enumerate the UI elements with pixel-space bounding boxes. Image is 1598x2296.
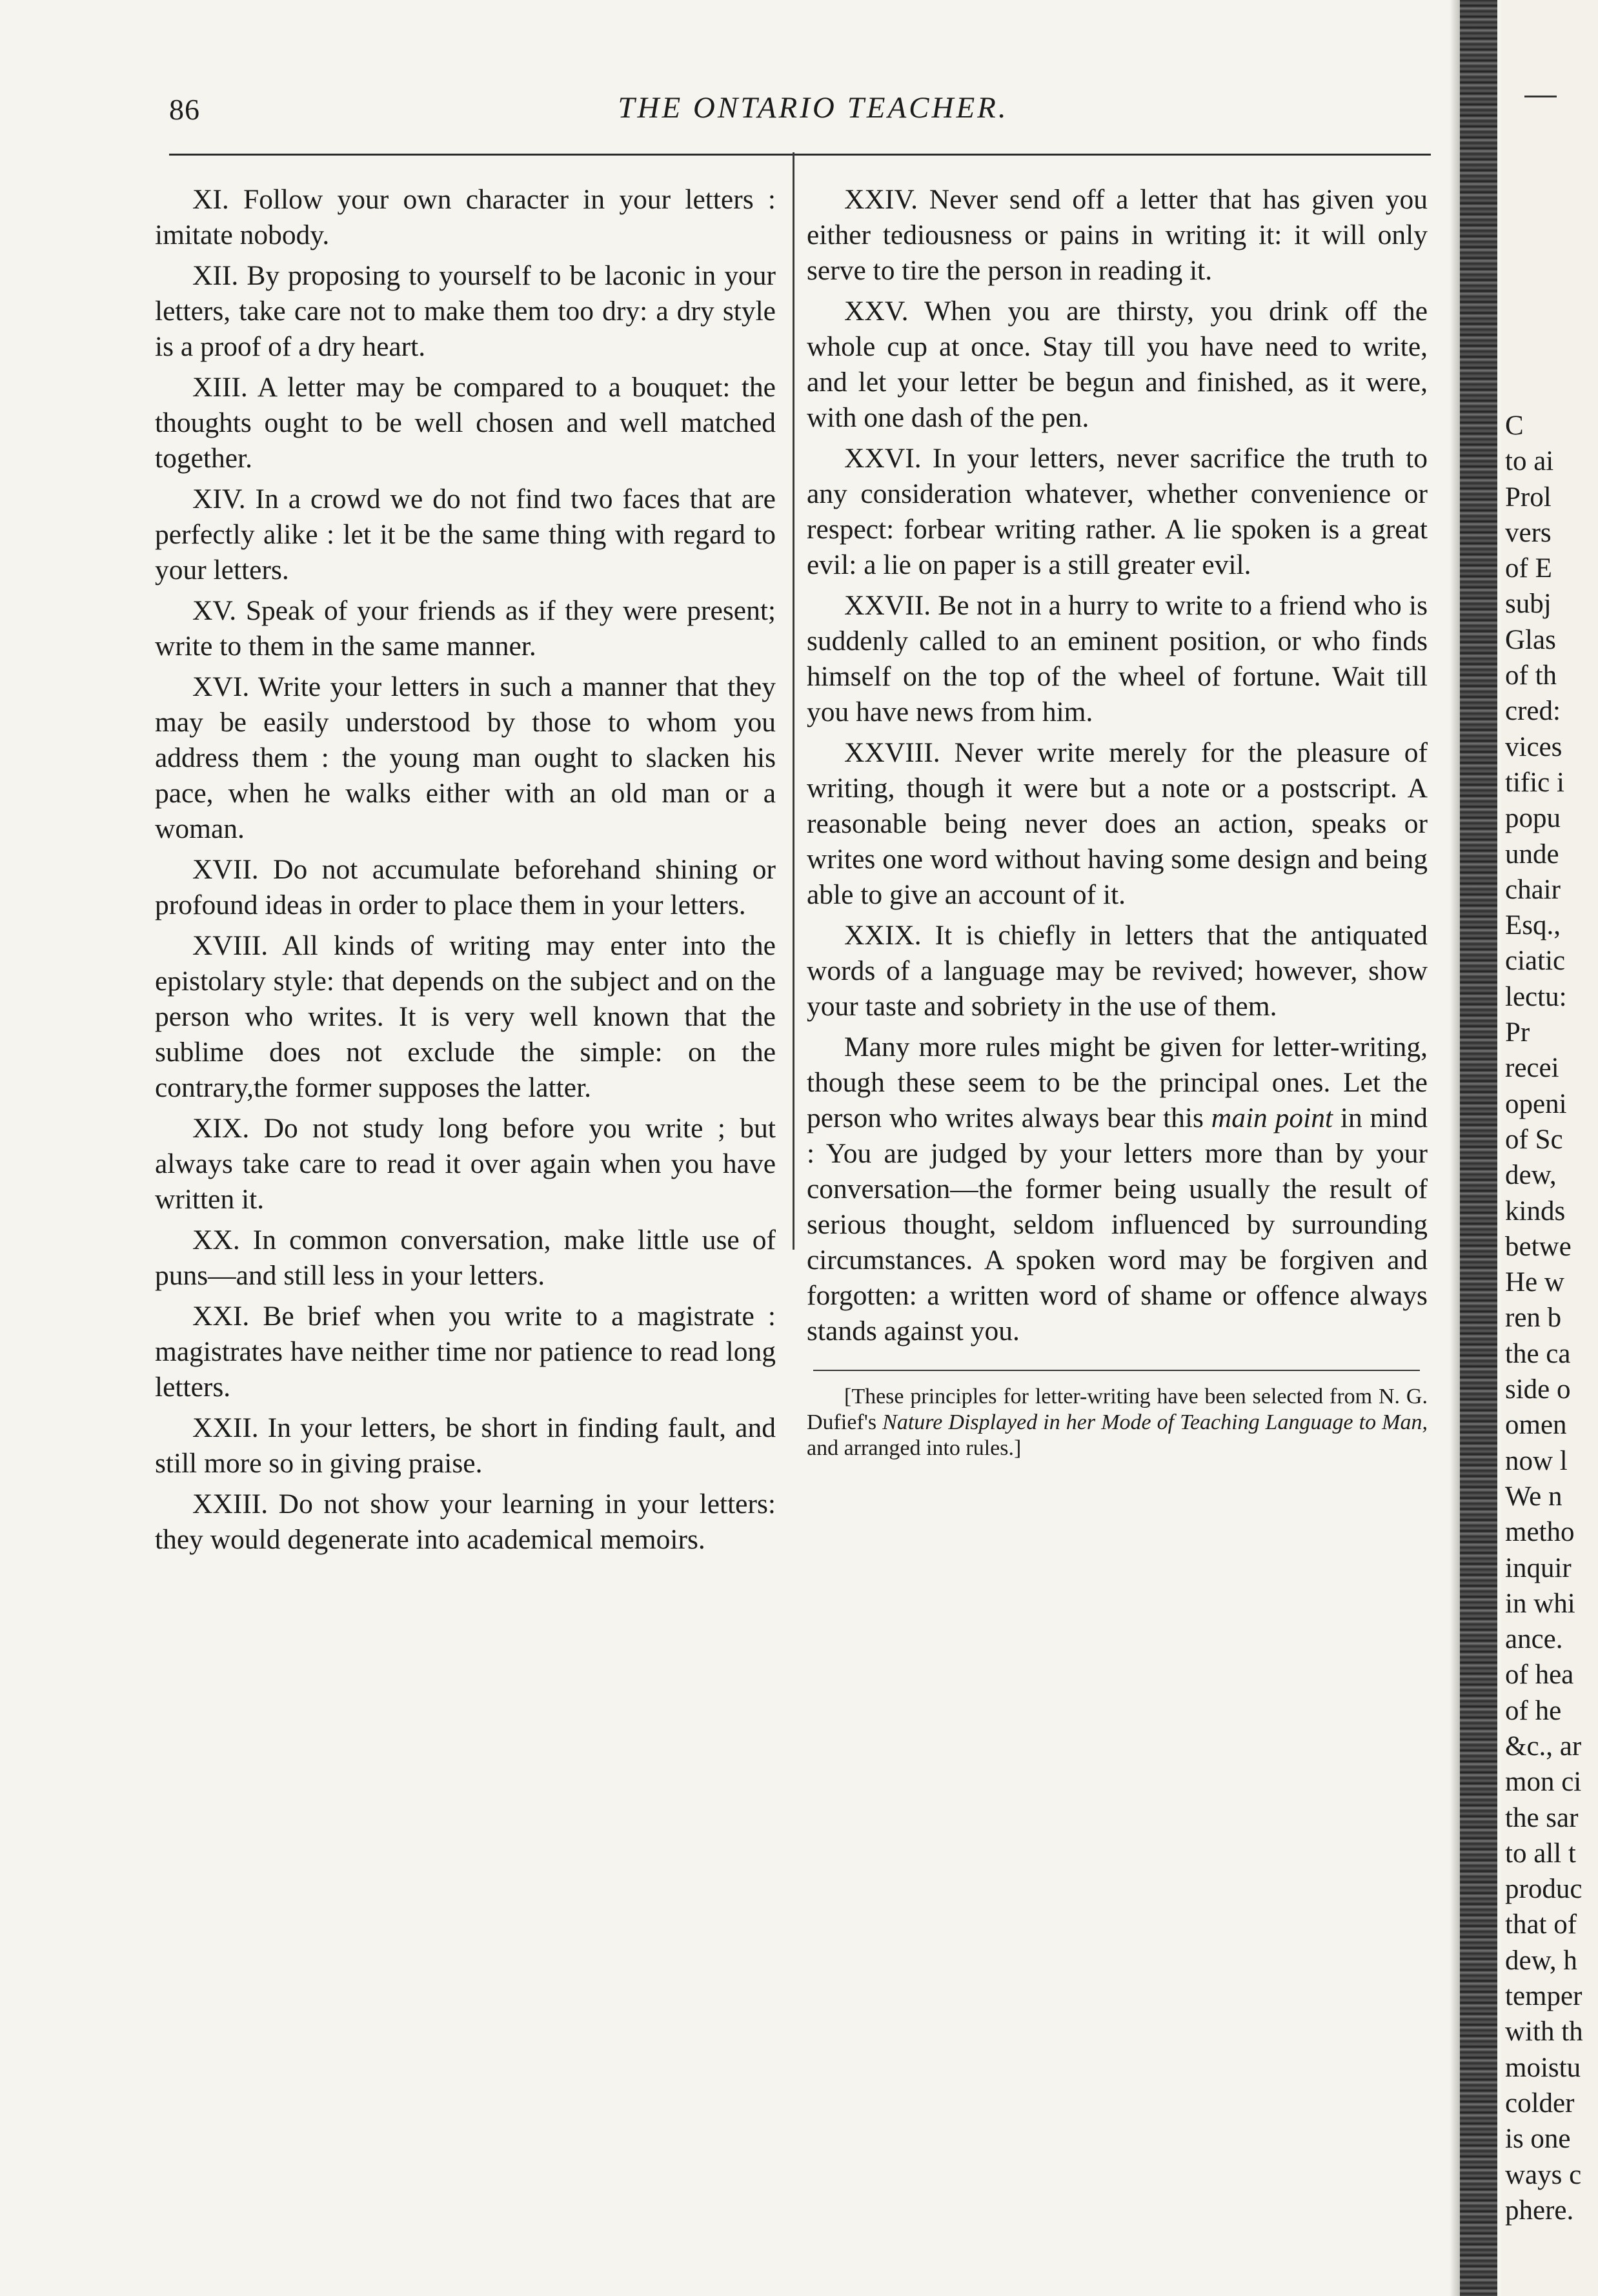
adjacent-line-fragment: lectu: (1505, 981, 1567, 1012)
adjacent-line-fragment: temper (1505, 1981, 1583, 2012)
adjacent-line-fragment: subj (1505, 589, 1552, 620)
header-rule (169, 154, 1431, 156)
adjacent-line-fragment: omen (1505, 1410, 1567, 1441)
adjacent-line-fragment: the ca (1505, 1338, 1571, 1369)
adjacent-line-fragment: ways c (1505, 2159, 1582, 2190)
footnote (807, 1384, 1428, 1461)
adjacent-line-fragment: Esq., (1505, 910, 1561, 941)
adjacent-line-fragment: chair (1505, 874, 1561, 905)
rule-paragraph: XI. Follow your own character in your letters : imitate nobody. (155, 184, 776, 250)
rule-paragraph: XIII. A letter may be compared to a bouquet: the thoughts ought to be well chosen and well matched together. (155, 372, 776, 474)
adjacent-line-fragment: phere. (1505, 2195, 1574, 2226)
adjacent-line-fragment: moistu (1505, 2052, 1581, 2083)
adjacent-line-fragment: in whi (1505, 1588, 1575, 1619)
closing-text-before: Many more rules might be given for letter-writing, though these seem to be the principal ones. Let the person who writes always bear this (807, 1031, 1428, 1133)
adjacent-line-fragment: side o (1505, 1374, 1571, 1405)
adjacent-line-fragment: Prol (1505, 482, 1552, 513)
rule-paragraph: XV. Speak of your friends as if they were present; write to them in the same manner. (155, 595, 776, 662)
closing-text-after: in mind : You are judged by your letters more than by your conversation—the former being usually the result of serious thought, seldom influenced by surrounding circumstances. A spoken word may be forgiven and forgotten: a written word of shame or offence always stands against you. (807, 1102, 1428, 1346)
rule-paragraph: XXII. In your letters, be short in finding fault, and still more so in giving praise. (155, 1412, 776, 1479)
rule-paragraph: XXIV. Never send off a letter that has given you either tediousness or pains in writing it: it will only serve to tire the person in reading it. (807, 184, 1428, 286)
rule-paragraph: XIV. In a crowd we do not find two faces that are perfectly alike : let it be the same thing with regard to your letters. (155, 483, 776, 585)
adjacent-line-fragment: of Sc (1505, 1124, 1563, 1155)
adjacent-line-fragment: vices (1505, 731, 1563, 762)
rule-paragraph: XIX. Do not study long before you write ; but always take care to read it over again when you have written it. (155, 1113, 776, 1215)
adjacent-line-fragment: cred: (1505, 696, 1561, 727)
rule-paragraph: XII. By proposing to yourself to be laconic in your letters, take care not to make them too dry: a dry style is a proof of a dry heart. (155, 260, 776, 362)
rule-paragraph: XVIII. All kinds of writing may enter into the epistolary style: that depends on the subject and on the person who writes. It is very well known that the sublime does not exclude the simple: on the contrary,the former supposes the latter. (155, 930, 776, 1103)
adjacent-line-fragment: betwe (1505, 1231, 1572, 1262)
adjacent-line-fragment: ren b (1505, 1303, 1562, 1334)
adjacent-line-fragment: of he (1505, 1695, 1562, 1726)
adjacent-line-fragment: the sar (1505, 1802, 1579, 1833)
adjacent-line-fragment: that of (1505, 1909, 1577, 1940)
rule-paragraph: XXV. When you are thirsty, you drink off the whole cup at once. Stay till you have need to write, and let your letter be begun and finished, as it were, with one dash of the pen. (807, 296, 1428, 433)
adjacent-line-fragment: &c., ar (1505, 1731, 1582, 1762)
adjacent-line-fragment: tific i (1505, 767, 1564, 798)
adjacent-line-fragment: popu (1505, 803, 1561, 834)
adjacent-line-fragment: Pr (1505, 1017, 1530, 1048)
adjacent-line-fragment: inquir (1505, 1552, 1572, 1583)
closing-paragraph (807, 1030, 1428, 1349)
adjacent-line-fragment: dew, h (1505, 1945, 1577, 1976)
adjacent-line-fragment: recei (1505, 1053, 1559, 1084)
adjacent-line-fragment: vers (1505, 517, 1552, 548)
adjacent-line-fragment: He w (1505, 1267, 1564, 1298)
adjacent-line-fragment: of th (1505, 660, 1557, 691)
adjacent-line-fragment: dew, (1505, 1160, 1557, 1191)
adjacent-line-fragment: produc (1505, 1874, 1583, 1905)
rule-paragraph: XXVI. In your letters, never sacrifice the truth to any consideration whatever, whether convenience or respect: forbear writing rather. A lie spoken is a great evil: a lie on paper is a still greater evil. (807, 443, 1428, 580)
adjacent-page-dash (1524, 96, 1557, 97)
adjacent-line-fragment: colder (1505, 2088, 1575, 2118)
right-column (807, 182, 1428, 1467)
column-divider (793, 152, 794, 1250)
adjacent-line-fragment: We n (1505, 1481, 1563, 1512)
adjacent-line-fragment: metho (1505, 1517, 1575, 1548)
rule-paragraph: XX. In common conversation, make little use of puns—and still less in your letters. (155, 1224, 776, 1291)
rule-paragraph: XXVII. Be not in a hurry to write to a friend who is suddenly called to an eminent position, or who finds himself on the top of the wheel of fortune. Wait till you have news from him. (807, 590, 1428, 727)
rule-paragraph: XVII. Do not accumulate beforehand shining or profound ideas in order to place them in your letters. (155, 854, 776, 920)
rule-paragraph: XXVIII. Never write merely for the pleasure of writing, though it were but a note or a postscript. A reasonable being never does an action, speaks or writes one word without having some design and being able to give an account of it. (807, 737, 1428, 910)
rule-paragraph: XVI. Write your letters in such a manner that they may be easily understood by those to whom you address them : the young man ought to slacken his pace, when he walks either with an old man or a woman. (155, 671, 776, 844)
adjacent-line-fragment: of hea (1505, 1660, 1574, 1691)
adjacent-line-fragment: C (1505, 411, 1524, 441)
binding-gutter (1460, 0, 1497, 2296)
adjacent-line-fragment: now l (1505, 1445, 1568, 1476)
adjacent-line-fragment: mon ci (1505, 1767, 1582, 1798)
adjacent-line-fragment: kinds (1505, 1195, 1566, 1226)
left-column (155, 182, 776, 1563)
adjacent-page-text (1505, 408, 1598, 2228)
closing-emphasis: main point (1211, 1102, 1333, 1133)
adjacent-line-fragment: ciatic (1505, 946, 1566, 977)
footnote-text: [These principles for letter-writing have been selected from N. G. Dufief's (807, 1385, 1428, 1434)
adjacent-line-fragment: is one (1505, 2124, 1571, 2155)
footnote-rule (813, 1370, 1420, 1371)
adjacent-line-fragment: with th (1505, 2017, 1583, 2047)
footnote-book-title: Nature Displayed in her Mode of Teaching Language to Man, (882, 1410, 1428, 1434)
rule-paragraph: XXI. Be brief when you write to a magistrate : magistrates have neither time nor patience to read long letters. (155, 1301, 776, 1403)
footnote-text-end: and arranged into rules.] (807, 1436, 1022, 1460)
adjacent-line-fragment: ance. (1505, 1624, 1563, 1655)
rule-paragraph: XXIII. Do not show your learning in your letters: they would degenerate into academical memoirs. (155, 1488, 776, 1555)
rule-paragraph: XXIX. It is chiefly in letters that the antiquated words of a language may be revived; however, show your taste and sobriety in the use of them. (807, 920, 1428, 1022)
adjacent-line-fragment: unde (1505, 838, 1559, 869)
page-number: 86 (169, 93, 200, 126)
running-head-title: THE ONTARIO TEACHER. (618, 91, 1009, 125)
adjacent-line-fragment: to ai (1505, 446, 1554, 477)
adjacent-line-fragment: openi (1505, 1088, 1567, 1119)
adjacent-line-fragment: Glas (1505, 624, 1556, 655)
adjacent-line-fragment: to all t (1505, 1838, 1576, 1869)
adjacent-line-fragment: of E (1505, 553, 1552, 584)
